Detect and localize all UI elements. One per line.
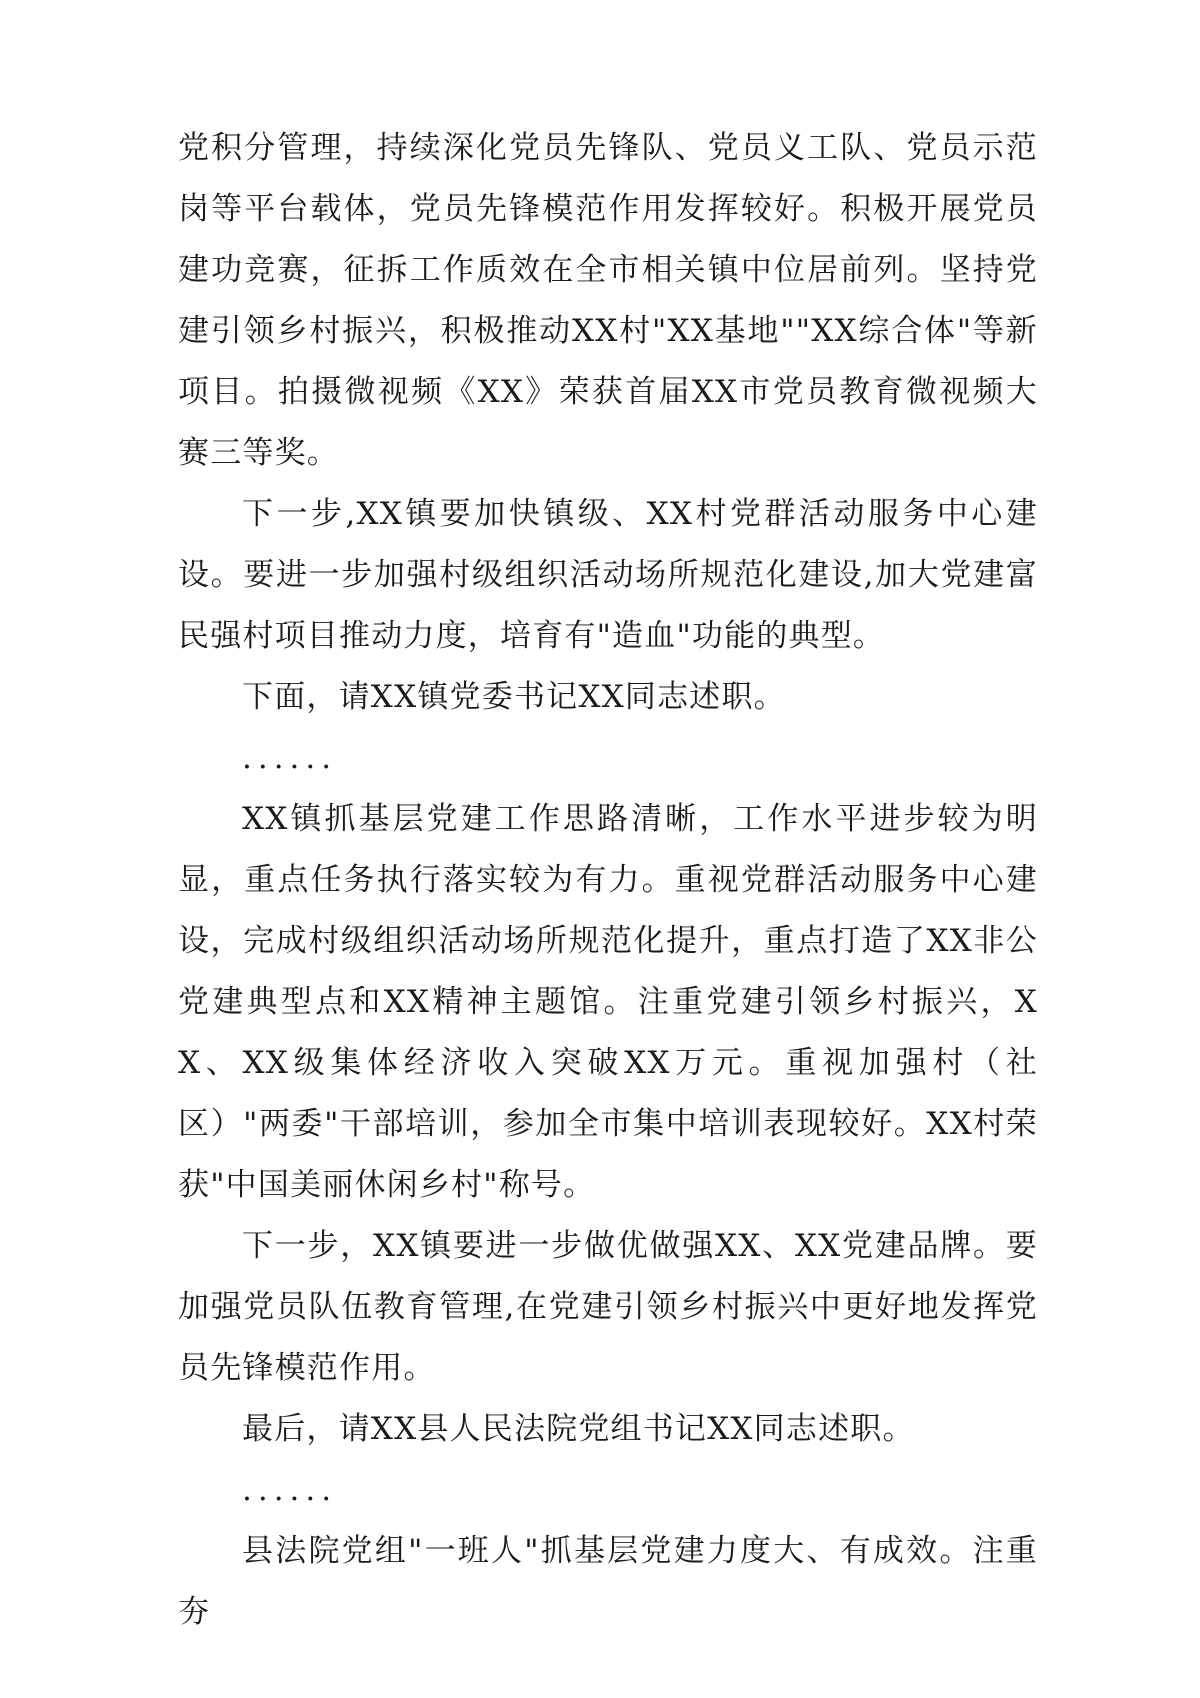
paragraph-town-evaluation: XX镇抓基层党建工作思路清晰，工作水平进步较为明显，重点任务执行落实较为有力。重视党群活动服务中心建设，完成村级组织活动场所规范化提升，重点打造了XX非公党建典型点和XX精神主题馆。注重党建引领乡村振兴，XX、XX级集体经济收入突破XX万元。重视加强村（社区）"两委"干部培训，参加全市集中培训表现较好。XX村荣获"中国美丽休闲乡村"称号。 <box>178 801 1038 1203</box>
paragraph-court-secretary-report-intro: 最后，请XX县人民法院党组书记XX同志述职。 <box>242 1411 915 1447</box>
paragraph-next-step-brand: 下一步，XX镇要进一步做优做强XX、XX党建品牌。要加强党员队伍教育管理,在党建引领乡村振兴中更好地发挥党员先锋模范作用。 <box>178 1228 1038 1386</box>
ellipsis-separator: ...... <box>242 1472 338 1508</box>
paragraph-party-points-management: 党积分管理，持续深化党员先锋队、党员义工队、党员示范岗等平台载体，党员先锋模范作用发挥较好。积极开展党员建功竞赛，征拆工作质效在全市相关镇中位居前列。坚持党建引领乡村振兴，积极推动XX村"XX基地""XX综合体"等新项目。拍摄微视频《XX》荣获首届XX市党员教育微视频大赛三等奖。 <box>178 130 1038 471</box>
paragraph-court-evaluation: 县法院党组"一班人"抓基层党建力度大、有成效。注重夯 <box>178 1533 1038 1630</box>
ellipsis-separator: ...... <box>242 740 338 776</box>
paragraph-next-step-service-center: 下一步,XX镇要加快镇级、XX村党群活动服务中心建设。要进一步加强村级组织活动场所规范化建设,加大党建富民强村项目推动力度，培育有"造血"功能的典型。 <box>178 496 1038 654</box>
document-body <box>178 118 1038 1643</box>
paragraph-town-secretary-report-intro: 下面，请XX镇党委书记XX同志述职。 <box>242 679 786 715</box>
